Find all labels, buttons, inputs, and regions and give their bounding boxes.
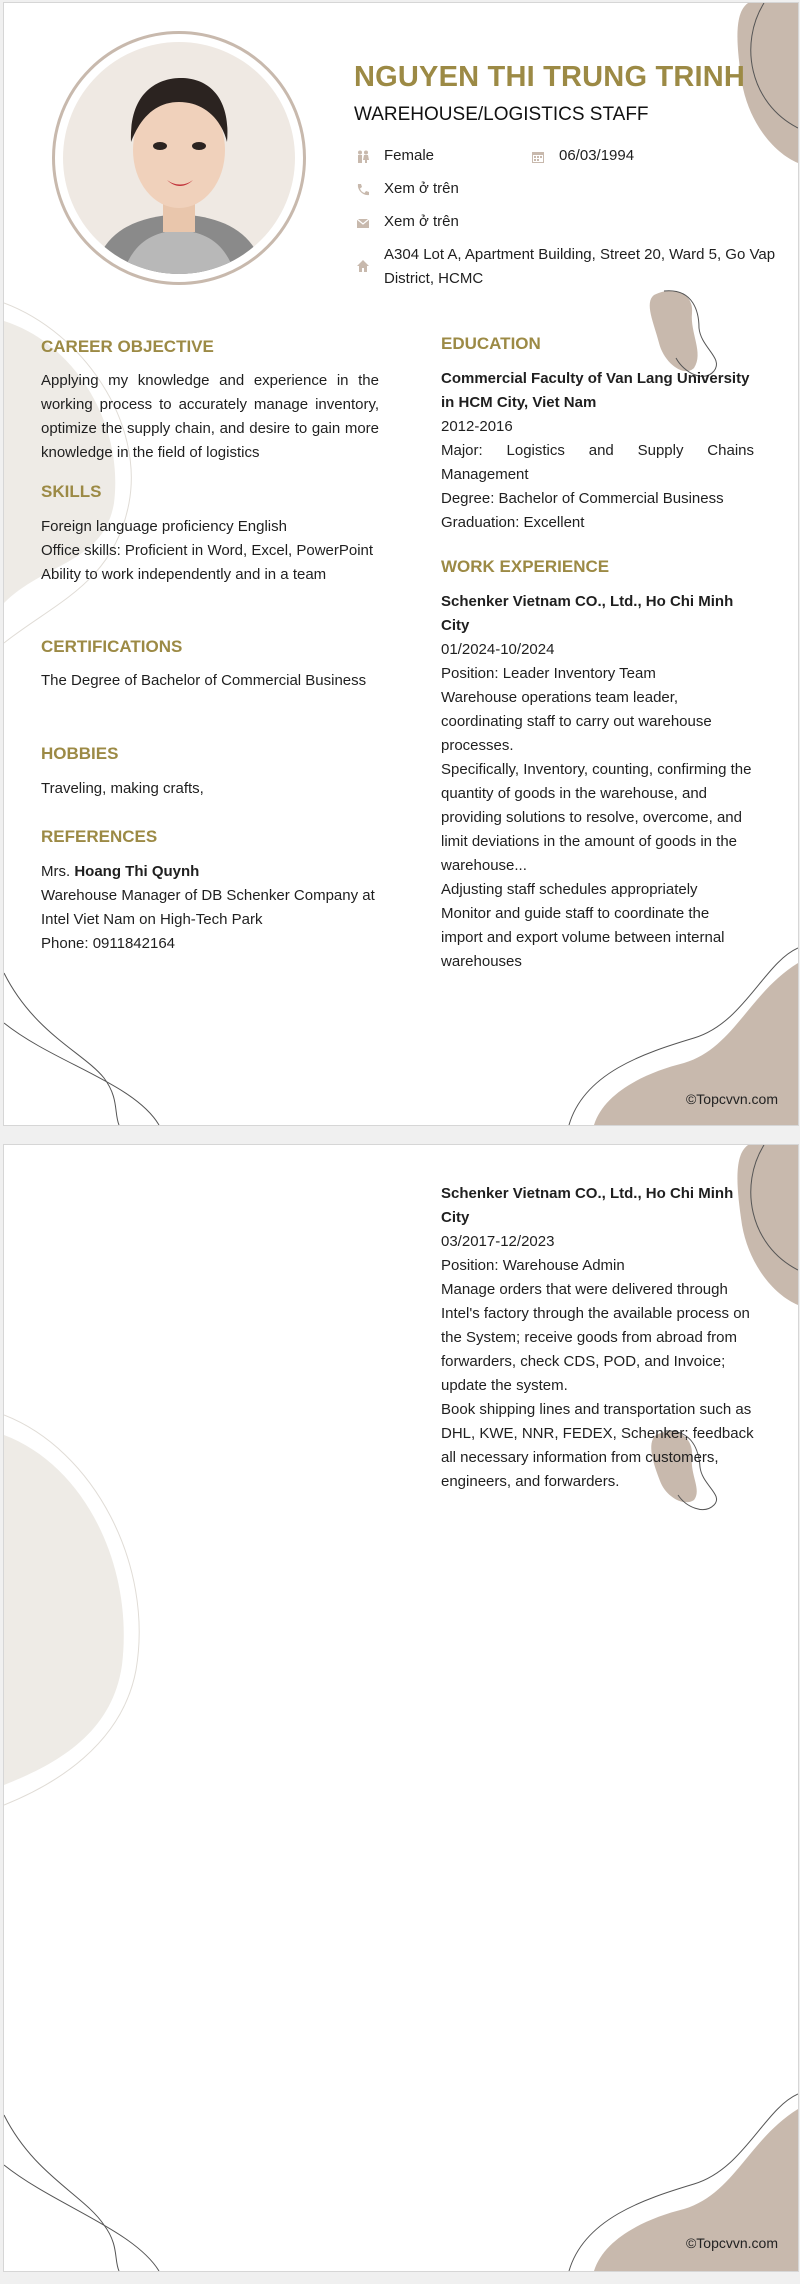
candidate-name: NGUYEN THI TRUNG TRINH: [354, 61, 746, 93]
career-objective-title: CAREER OBJECTIVE: [41, 337, 214, 356]
cv-page-1: [3, 2, 799, 1126]
job-description-line: Adjusting staff schedules appropriately: [441, 881, 698, 898]
gender-field: [356, 144, 506, 168]
certifications-title: CERTIFICATIONS: [41, 637, 183, 656]
hobbies-title: HOBBIES: [41, 744, 119, 763]
job-entry: [441, 1182, 754, 1494]
birthday-field: [531, 144, 681, 168]
reference-contact: [41, 860, 379, 884]
job-description-line: Specifically, Inventory, counting, confirming the quantity of goods in the warehouse, and providing solutions to resolve, overcome, and limit deviations in the amount of goods in the warehouse...: [441, 761, 752, 874]
address-value: A304 Lot A, Apartment Building, Street 20, Ward 5, Go Vap District, HCMC: [384, 246, 776, 287]
education-title: EDUCATION: [441, 334, 541, 353]
job-company: Schenker Vietnam CO., Ltd., Ho Chi Minh City: [441, 1185, 734, 1226]
reference-phone: Phone: 0911842164: [41, 935, 176, 952]
avatar: [63, 42, 295, 274]
calendar-icon: [531, 150, 545, 164]
references-block: [41, 860, 379, 956]
skills-title: SKILLS: [41, 482, 102, 501]
job-description-line: Monitor and guide staff to coordinate the import and export volume between internal warehouses: [441, 905, 725, 970]
cv-page-2: [3, 1144, 799, 2272]
skills-list: [41, 515, 379, 587]
job-position: Position: Warehouse Admin: [441, 1257, 625, 1274]
certifications-text: The Degree of Bachelor of Commercial Business: [41, 672, 367, 689]
skill-item: Office skills: Proficient in Word, Excel, PowerPoint: [41, 542, 374, 559]
hobbies-text: Traveling, making crafts,: [41, 780, 204, 797]
job-title: WAREHOUSE/LOGISTICS STAFF: [354, 104, 649, 125]
footer-brand: ©Topcvvn.com: [685, 1091, 778, 1107]
address-field: [356, 243, 776, 291]
education-period: 2012-2016: [441, 418, 513, 435]
email-field: [356, 210, 556, 234]
education-major: Major: Logistics and Supply Chains Management: [441, 442, 754, 483]
education-block: [441, 367, 754, 535]
reference-name: Hoang Thi Quynh: [74, 863, 200, 880]
job-entry: [441, 590, 754, 974]
job-description-line: Warehouse operations team leader, coordinating staff to carry out warehouse processes.: [441, 689, 712, 754]
reference-position: Warehouse Manager of DB Schenker Company at Intel Viet Nam on High-Tech Park: [41, 887, 375, 928]
job-description-line: Manage orders that were delivered through Intel's factory through the available process on the System; receive goods from abroad from forwarders, check CDS, POD, and Invoice; update the system.: [441, 1281, 750, 1394]
work-experience-title: WORK EXPERIENCE: [441, 557, 610, 576]
reference-prefix: Mrs.: [41, 863, 71, 880]
phone-icon: [356, 183, 370, 197]
education-graduation: Graduation: Excellent: [441, 514, 585, 531]
skill-item: Foreign language proficiency English: [41, 518, 287, 535]
portrait-image: [63, 42, 295, 274]
avatar-frame: [52, 31, 306, 285]
education-degree: Degree: Bachelor of Commercial Business: [441, 490, 724, 507]
email-value: Xem ở trên: [384, 213, 459, 230]
phone-field: [356, 177, 556, 201]
job-period: 03/2017-12/2023: [441, 1233, 555, 1250]
birthday-value: 06/03/1994: [559, 147, 635, 164]
job-position: Position: Leader Inventory Team: [441, 665, 656, 682]
email-icon: [356, 216, 370, 230]
job-company: Schenker Vietnam CO., Ltd., Ho Chi Minh City: [441, 593, 734, 634]
phone-value: Xem ở trên: [384, 180, 459, 197]
references-title: REFERENCES: [41, 827, 158, 846]
gender-value: Female: [384, 147, 435, 164]
education-school: Commercial Faculty of Van Lang University in HCM City, Viet Nam: [441, 370, 750, 411]
gender-icon: [356, 150, 370, 164]
job-description-line: Book shipping lines and transportation such as DHL, KWE, NNR, FEDEX, Schenker; feedback all necessary information from customers, engineers, and forwarders.: [441, 1401, 754, 1490]
job-period: 01/2024-10/2024: [441, 641, 555, 658]
skill-item: Ability to work independently and in a team: [41, 566, 327, 583]
footer-brand: ©Topcvvn.com: [685, 2235, 778, 2251]
home-icon: [356, 259, 370, 273]
career-objective-text: Applying my knowledge and experience in the working process to accurately manage inventory, optimize the supply chain, and desire to gain more knowledge in the field of logistics: [41, 372, 379, 461]
